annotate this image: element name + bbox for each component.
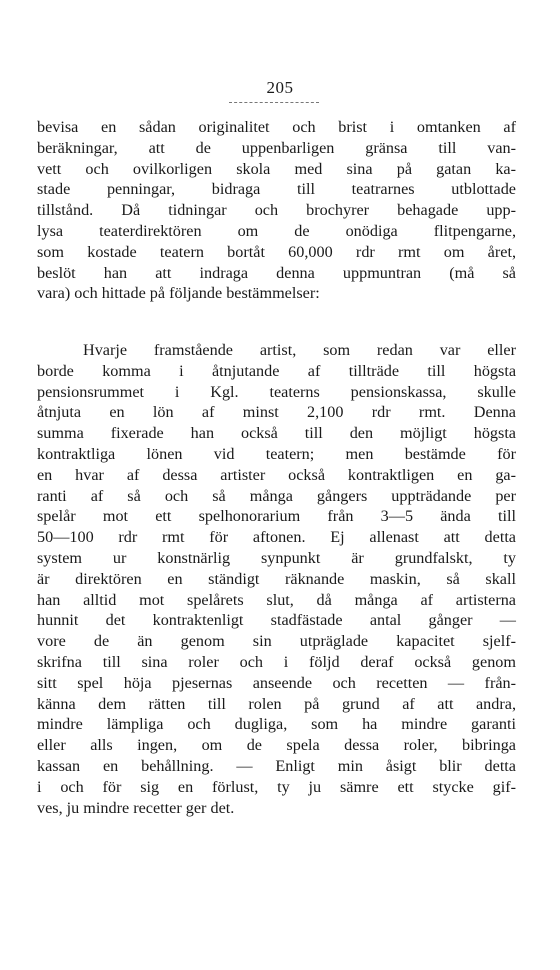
text-line: vore de än genom sin utpräglade kapacitet sjelf- — [37, 632, 516, 651]
text-line: känna dem rätten till rolen på grund af att andra, — [37, 694, 516, 713]
text-line: summa fixerade han också till den möjligt högsta — [37, 424, 516, 443]
text-line: ves, ju mindre recetter ger det. — [37, 798, 235, 817]
text-line: är direktören en ständigt räknande maskin, så skall — [37, 569, 516, 588]
paragraph-2 — [37, 340, 516, 818]
text-line: tillstånd. Då tidningar och brochyrer behagade upp- — [37, 201, 516, 220]
text-line: ranti af så och så många gångers uppträdande per — [37, 486, 516, 505]
text-line: som kostade teatern bortåt 60,000 rdr rmt om året, — [37, 242, 516, 261]
text-line: vett och ovilkorligen skola med sina på gatan ka- — [37, 159, 516, 178]
text-line: i och för sig en förlust, ty ju sämre ett stycke gif- — [37, 777, 516, 796]
text-line: mindre lämpliga och dugliga, som ha mindre garanti — [37, 715, 516, 734]
text-line: borde komma i åtnjutande af tillträde till högsta — [37, 361, 516, 380]
text-line: beslöt han att indraga denna uppmuntran (må så — [37, 263, 516, 282]
text-line: lysa teaterdirektören om de onödiga flitpengarne, — [37, 221, 516, 240]
text-line: kassan en behållning. — Enligt min åsigt blir detta — [37, 756, 516, 775]
text-line: Hvarje framstående artist, som redan var eller — [83, 341, 516, 359]
text-line: kontraktliga lönen vid teatern; men bestämde för — [37, 444, 516, 463]
text-line: skrifna till sina roler och i följd deraf också genom — [37, 652, 516, 671]
page-number: 205 — [266, 78, 294, 97]
text-line: system ur konstnärlig synpunkt är grundfalskt, ty — [37, 548, 516, 567]
paragraph-1 — [37, 117, 516, 304]
text-line: spelår mot ett spelhonorarium från 3—5 ända till — [37, 507, 516, 526]
text-line: åtnjuta en lön af minst 2,100 rdr rmt. Denna — [37, 403, 516, 422]
text-line: eller alls ingen, om de spela dessa roler, bibringa — [37, 736, 516, 755]
text-line: bevisa en sådan originalitet och brist i omtanken af — [37, 118, 516, 136]
text-line: stade penningar, bidraga till teatrarnes utblottade — [37, 180, 516, 199]
text-line: sitt spel höja pjesernas anseende och recetten — från- — [37, 673, 516, 692]
text-line: vara) och hittade på följande bestämmelser: — [37, 284, 320, 303]
text-line: han alltid mot spelårets slut, då många af artisterna — [37, 590, 516, 609]
text-line: beräkningar, att de uppenbarligen gränsa till van- — [37, 138, 516, 157]
text-line: hunnit det kontraktenligt stadfästade antal gånger — — [37, 611, 516, 630]
text-line: 50—100 rdr rmt för aftonen. Ej allenast att detta — [37, 528, 516, 547]
text-line: pensionsrummet i Kgl. teaterns pensionskassa, skulle — [37, 382, 516, 401]
text-line: en hvar af dessa artister också kontraktligen en ga- — [37, 465, 516, 484]
header-rule — [229, 102, 319, 103]
